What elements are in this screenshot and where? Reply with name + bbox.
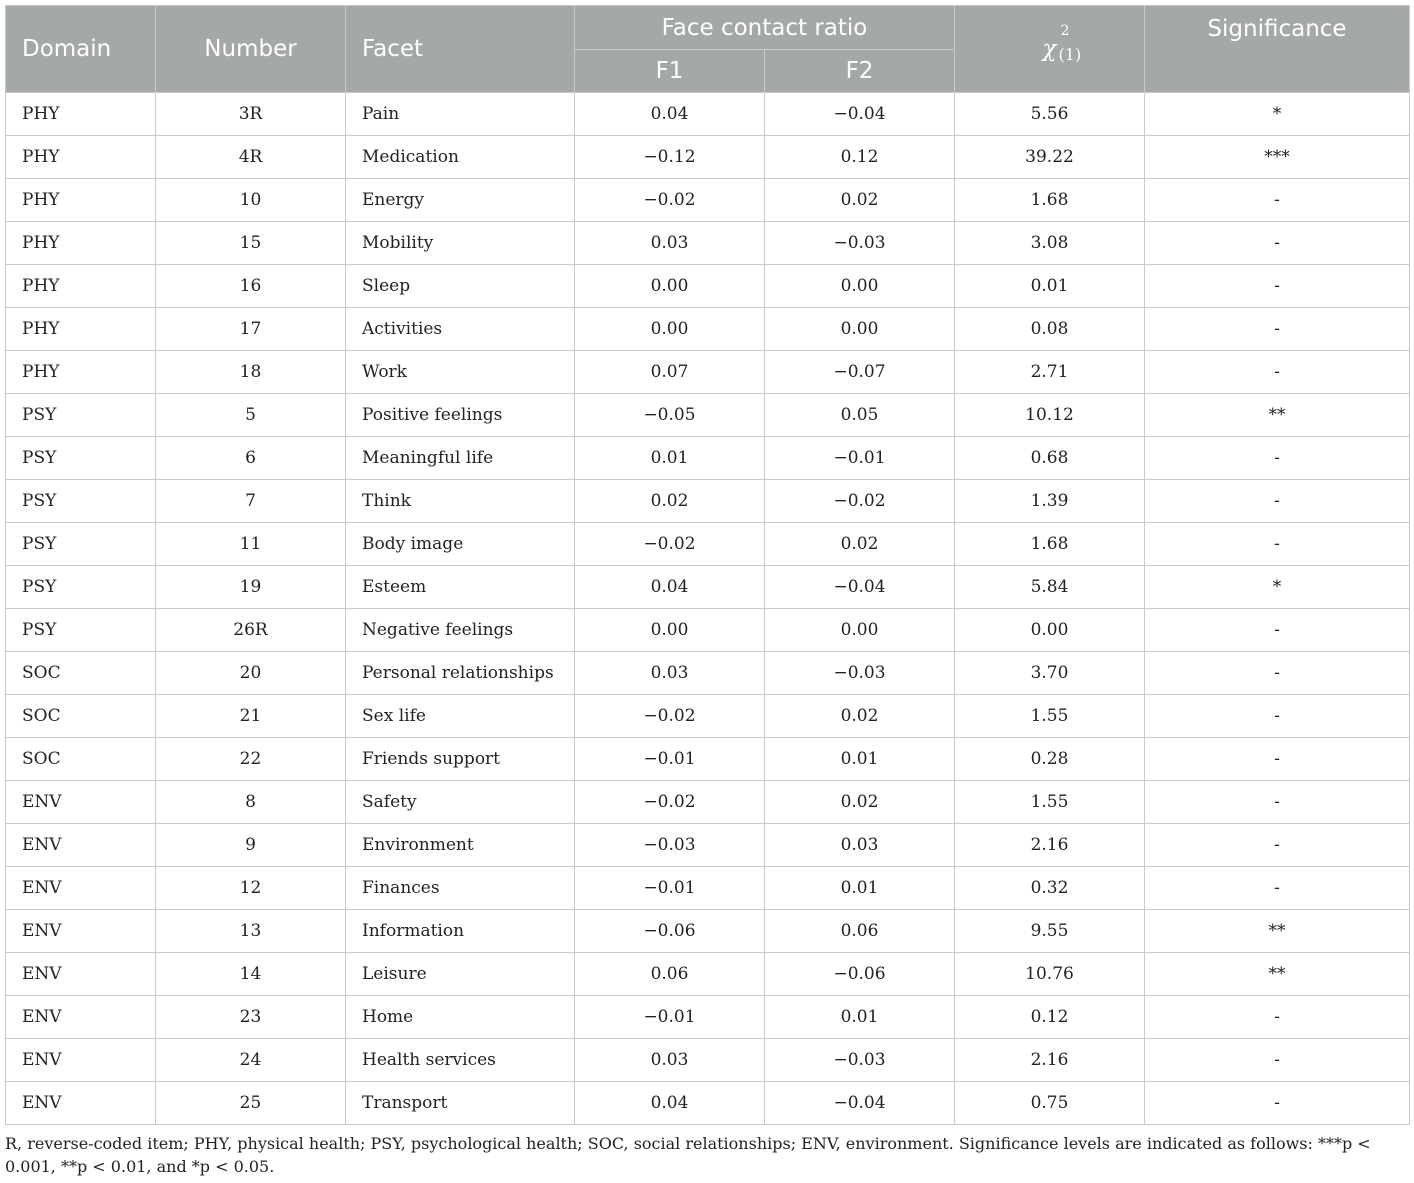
cell-f1: 0.01 bbox=[575, 437, 765, 480]
header-facet: Facet bbox=[346, 6, 575, 93]
cell-facet: Medication bbox=[346, 136, 575, 179]
cell-number: 6 bbox=[156, 437, 346, 480]
cell-number: 13 bbox=[156, 910, 346, 953]
cell-facet: Energy bbox=[346, 179, 575, 222]
cell-f2: −0.01 bbox=[765, 437, 955, 480]
cell-chi-square: 0.08 bbox=[955, 308, 1145, 351]
cell-facet: Finances bbox=[346, 867, 575, 910]
cell-facet: Safety bbox=[346, 781, 575, 824]
cell-chi-square: 0.68 bbox=[955, 437, 1145, 480]
cell-number: 15 bbox=[156, 222, 346, 265]
cell-domain: PHY bbox=[6, 265, 156, 308]
header-face-contact-ratio: Face contact ratio bbox=[575, 6, 955, 50]
cell-facet: Esteem bbox=[346, 566, 575, 609]
table-row bbox=[6, 222, 1410, 265]
cell-f2: 0.01 bbox=[765, 996, 955, 1039]
cell-domain: ENV bbox=[6, 781, 156, 824]
cell-f1: −0.12 bbox=[575, 136, 765, 179]
header-number: Number bbox=[156, 6, 346, 93]
cell-f2: −0.03 bbox=[765, 652, 955, 695]
table-row bbox=[6, 308, 1410, 351]
cell-f1: −0.02 bbox=[575, 523, 765, 566]
table-row bbox=[6, 1082, 1410, 1125]
cell-facet: Body image bbox=[346, 523, 575, 566]
cell-chi-square: 3.70 bbox=[955, 652, 1145, 695]
cell-chi-square: 2.16 bbox=[955, 824, 1145, 867]
cell-domain: SOC bbox=[6, 738, 156, 781]
cell-facet: Home bbox=[346, 996, 575, 1039]
cell-significance: - bbox=[1145, 996, 1410, 1039]
cell-facet: Think bbox=[346, 480, 575, 523]
cell-significance: - bbox=[1145, 523, 1410, 566]
header-f1: F1 bbox=[575, 50, 765, 93]
table-row bbox=[6, 867, 1410, 910]
table-row bbox=[6, 609, 1410, 652]
cell-f2: −0.07 bbox=[765, 351, 955, 394]
table-footnote: R, reverse-coded item; PHY, physical health; PSY, psychological health; SOC, social relationships; ENV, environment. Significance levels are indicated as follows: ***p < 0.001, **p < 0.01, and *p < 0.05. bbox=[5, 1134, 1371, 1176]
cell-chi-square: 0.00 bbox=[955, 609, 1145, 652]
cell-f2: 0.01 bbox=[765, 738, 955, 781]
cell-f1: −0.02 bbox=[575, 179, 765, 222]
cell-number: 17 bbox=[156, 308, 346, 351]
cell-chi-square: 3.08 bbox=[955, 222, 1145, 265]
cell-f2: 0.00 bbox=[765, 609, 955, 652]
table-body bbox=[6, 93, 1410, 1125]
cell-chi-square: 2.16 bbox=[955, 1039, 1145, 1082]
table-row bbox=[6, 910, 1410, 953]
cell-facet: Pain bbox=[346, 93, 575, 136]
cell-domain: PHY bbox=[6, 179, 156, 222]
cell-facet: Personal relationships bbox=[346, 652, 575, 695]
cell-facet: Activities bbox=[346, 308, 575, 351]
cell-significance: - bbox=[1145, 695, 1410, 738]
cell-significance: - bbox=[1145, 480, 1410, 523]
cell-domain: ENV bbox=[6, 1039, 156, 1082]
cell-f2: −0.02 bbox=[765, 480, 955, 523]
table-row bbox=[6, 179, 1410, 222]
cell-significance: - bbox=[1145, 824, 1410, 867]
cell-number: 22 bbox=[156, 738, 346, 781]
cell-facet: Information bbox=[346, 910, 575, 953]
cell-domain: PHY bbox=[6, 136, 156, 179]
cell-f2: 0.00 bbox=[765, 308, 955, 351]
cell-f2: 0.02 bbox=[765, 179, 955, 222]
cell-domain: PHY bbox=[6, 308, 156, 351]
cell-chi-square: 1.39 bbox=[955, 480, 1145, 523]
cell-number: 3R bbox=[156, 93, 346, 136]
cell-f1: 0.04 bbox=[575, 1082, 765, 1125]
table-row bbox=[6, 265, 1410, 308]
cell-domain: ENV bbox=[6, 824, 156, 867]
cell-f2: 0.01 bbox=[765, 867, 955, 910]
table-row bbox=[6, 523, 1410, 566]
cell-number: 24 bbox=[156, 1039, 346, 1082]
cell-significance: - bbox=[1145, 265, 1410, 308]
cell-f2: −0.04 bbox=[765, 566, 955, 609]
cell-domain: PHY bbox=[6, 222, 156, 265]
cell-domain: PSY bbox=[6, 566, 156, 609]
cell-f1: 0.04 bbox=[575, 566, 765, 609]
cell-significance: - bbox=[1145, 437, 1410, 480]
cell-domain: ENV bbox=[6, 996, 156, 1039]
cell-facet: Work bbox=[346, 351, 575, 394]
cell-f2: 0.02 bbox=[765, 523, 955, 566]
cell-f1: 0.03 bbox=[575, 1039, 765, 1082]
cell-number: 4R bbox=[156, 136, 346, 179]
cell-facet: Sex life bbox=[346, 695, 575, 738]
cell-number: 12 bbox=[156, 867, 346, 910]
cell-domain: SOC bbox=[6, 695, 156, 738]
cell-f1: −0.02 bbox=[575, 781, 765, 824]
cell-domain: ENV bbox=[6, 867, 156, 910]
cell-f2: 0.02 bbox=[765, 781, 955, 824]
cell-number: 10 bbox=[156, 179, 346, 222]
cell-f2: −0.03 bbox=[765, 222, 955, 265]
table-row bbox=[6, 953, 1410, 996]
table-header bbox=[6, 6, 1410, 93]
cell-domain: PSY bbox=[6, 437, 156, 480]
cell-domain: ENV bbox=[6, 910, 156, 953]
cell-f2: 0.03 bbox=[765, 824, 955, 867]
cell-significance: * bbox=[1145, 93, 1410, 136]
cell-significance: ** bbox=[1145, 953, 1410, 996]
table-row bbox=[6, 480, 1410, 523]
cell-number: 16 bbox=[156, 265, 346, 308]
cell-chi-square: 0.75 bbox=[955, 1082, 1145, 1125]
cell-number: 20 bbox=[156, 652, 346, 695]
cell-significance: ** bbox=[1145, 910, 1410, 953]
cell-chi-square: 5.56 bbox=[955, 93, 1145, 136]
cell-chi-square: 1.55 bbox=[955, 695, 1145, 738]
cell-chi-square: 1.68 bbox=[955, 179, 1145, 222]
cell-significance: - bbox=[1145, 609, 1410, 652]
cell-chi-square: 0.01 bbox=[955, 265, 1145, 308]
cell-chi-square: 1.55 bbox=[955, 781, 1145, 824]
cell-chi-square: 10.76 bbox=[955, 953, 1145, 996]
cell-chi-square: 0.32 bbox=[955, 867, 1145, 910]
cell-f1: −0.02 bbox=[575, 695, 765, 738]
cell-f2: 0.00 bbox=[765, 265, 955, 308]
cell-f1: 0.02 bbox=[575, 480, 765, 523]
table-row bbox=[6, 136, 1410, 179]
results-table bbox=[5, 5, 1410, 1125]
cell-f1: −0.01 bbox=[575, 738, 765, 781]
cell-significance: - bbox=[1145, 781, 1410, 824]
cell-facet: Environment bbox=[346, 824, 575, 867]
table-row bbox=[6, 437, 1410, 480]
cell-significance: ** bbox=[1145, 394, 1410, 437]
header-domain: Domain bbox=[6, 6, 156, 93]
cell-domain: ENV bbox=[6, 953, 156, 996]
cell-number: 21 bbox=[156, 695, 346, 738]
cell-f1: −0.05 bbox=[575, 394, 765, 437]
cell-chi-square: 39.22 bbox=[955, 136, 1145, 179]
cell-f1: −0.01 bbox=[575, 867, 765, 910]
cell-number: 9 bbox=[156, 824, 346, 867]
cell-domain: PSY bbox=[6, 480, 156, 523]
cell-domain: PSY bbox=[6, 609, 156, 652]
cell-f1: 0.06 bbox=[575, 953, 765, 996]
cell-f1: −0.06 bbox=[575, 910, 765, 953]
header-f2: F2 bbox=[765, 50, 955, 93]
cell-f2: −0.03 bbox=[765, 1039, 955, 1082]
cell-f1: 0.00 bbox=[575, 609, 765, 652]
cell-f2: 0.02 bbox=[765, 695, 955, 738]
cell-number: 11 bbox=[156, 523, 346, 566]
cell-facet: Sleep bbox=[346, 265, 575, 308]
cell-significance: - bbox=[1145, 1039, 1410, 1082]
cell-facet: Negative feelings bbox=[346, 609, 575, 652]
cell-chi-square: 9.55 bbox=[955, 910, 1145, 953]
table-row bbox=[6, 781, 1410, 824]
cell-chi-square: 10.12 bbox=[955, 394, 1145, 437]
cell-significance: - bbox=[1145, 222, 1410, 265]
cell-facet: Meaningful life bbox=[346, 437, 575, 480]
cell-significance: * bbox=[1145, 566, 1410, 609]
cell-chi-square: 2.71 bbox=[955, 351, 1145, 394]
cell-significance: - bbox=[1145, 652, 1410, 695]
cell-f1: −0.03 bbox=[575, 824, 765, 867]
cell-significance: - bbox=[1145, 738, 1410, 781]
table-row bbox=[6, 695, 1410, 738]
cell-f1: 0.00 bbox=[575, 265, 765, 308]
table-row bbox=[6, 93, 1410, 136]
table-row bbox=[6, 652, 1410, 695]
cell-f1: −0.01 bbox=[575, 996, 765, 1039]
table-row bbox=[6, 738, 1410, 781]
table-row bbox=[6, 351, 1410, 394]
cell-number: 19 bbox=[156, 566, 346, 609]
cell-significance: - bbox=[1145, 867, 1410, 910]
table-row bbox=[6, 996, 1410, 1039]
header-significance: Significance bbox=[1145, 6, 1410, 93]
cell-number: 7 bbox=[156, 480, 346, 523]
cell-facet: Health services bbox=[346, 1039, 575, 1082]
cell-significance: - bbox=[1145, 179, 1410, 222]
cell-f2: −0.04 bbox=[765, 1082, 955, 1125]
cell-number: 8 bbox=[156, 781, 346, 824]
cell-f2: −0.06 bbox=[765, 953, 955, 996]
cell-f2: −0.04 bbox=[765, 93, 955, 136]
cell-number: 23 bbox=[156, 996, 346, 1039]
results-table-container bbox=[5, 5, 1409, 1125]
cell-number: 26R bbox=[156, 609, 346, 652]
cell-chi-square: 1.68 bbox=[955, 523, 1145, 566]
table-row bbox=[6, 566, 1410, 609]
cell-chi-square: 5.84 bbox=[955, 566, 1145, 609]
table-row bbox=[6, 394, 1410, 437]
cell-significance: *** bbox=[1145, 136, 1410, 179]
cell-f1: 0.00 bbox=[575, 308, 765, 351]
cell-f1: 0.04 bbox=[575, 93, 765, 136]
cell-f2: 0.12 bbox=[765, 136, 955, 179]
cell-number: 25 bbox=[156, 1082, 346, 1125]
cell-significance: - bbox=[1145, 351, 1410, 394]
cell-facet: Positive feelings bbox=[346, 394, 575, 437]
chi-square-symbol: χ 2 (1) bbox=[1042, 23, 1082, 64]
cell-domain: PHY bbox=[6, 93, 156, 136]
cell-domain: PSY bbox=[6, 394, 156, 437]
cell-chi-square: 0.12 bbox=[955, 996, 1145, 1039]
cell-facet: Leisure bbox=[346, 953, 575, 996]
cell-number: 18 bbox=[156, 351, 346, 394]
cell-f1: 0.03 bbox=[575, 222, 765, 265]
header-chi-square bbox=[955, 6, 1145, 93]
cell-f2: 0.05 bbox=[765, 394, 955, 437]
cell-chi-square: 0.28 bbox=[955, 738, 1145, 781]
cell-f1: 0.07 bbox=[575, 351, 765, 394]
cell-domain: ENV bbox=[6, 1082, 156, 1125]
cell-f1: 0.03 bbox=[575, 652, 765, 695]
cell-domain: PSY bbox=[6, 523, 156, 566]
cell-facet: Transport bbox=[346, 1082, 575, 1125]
cell-domain: SOC bbox=[6, 652, 156, 695]
table-row bbox=[6, 824, 1410, 867]
cell-f2: 0.06 bbox=[765, 910, 955, 953]
cell-number: 14 bbox=[156, 953, 346, 996]
table-row bbox=[6, 1039, 1410, 1082]
cell-facet: Friends support bbox=[346, 738, 575, 781]
cell-significance: - bbox=[1145, 308, 1410, 351]
cell-domain: PHY bbox=[6, 351, 156, 394]
cell-significance: - bbox=[1145, 1082, 1410, 1125]
cell-number: 5 bbox=[156, 394, 346, 437]
cell-facet: Mobility bbox=[346, 222, 575, 265]
